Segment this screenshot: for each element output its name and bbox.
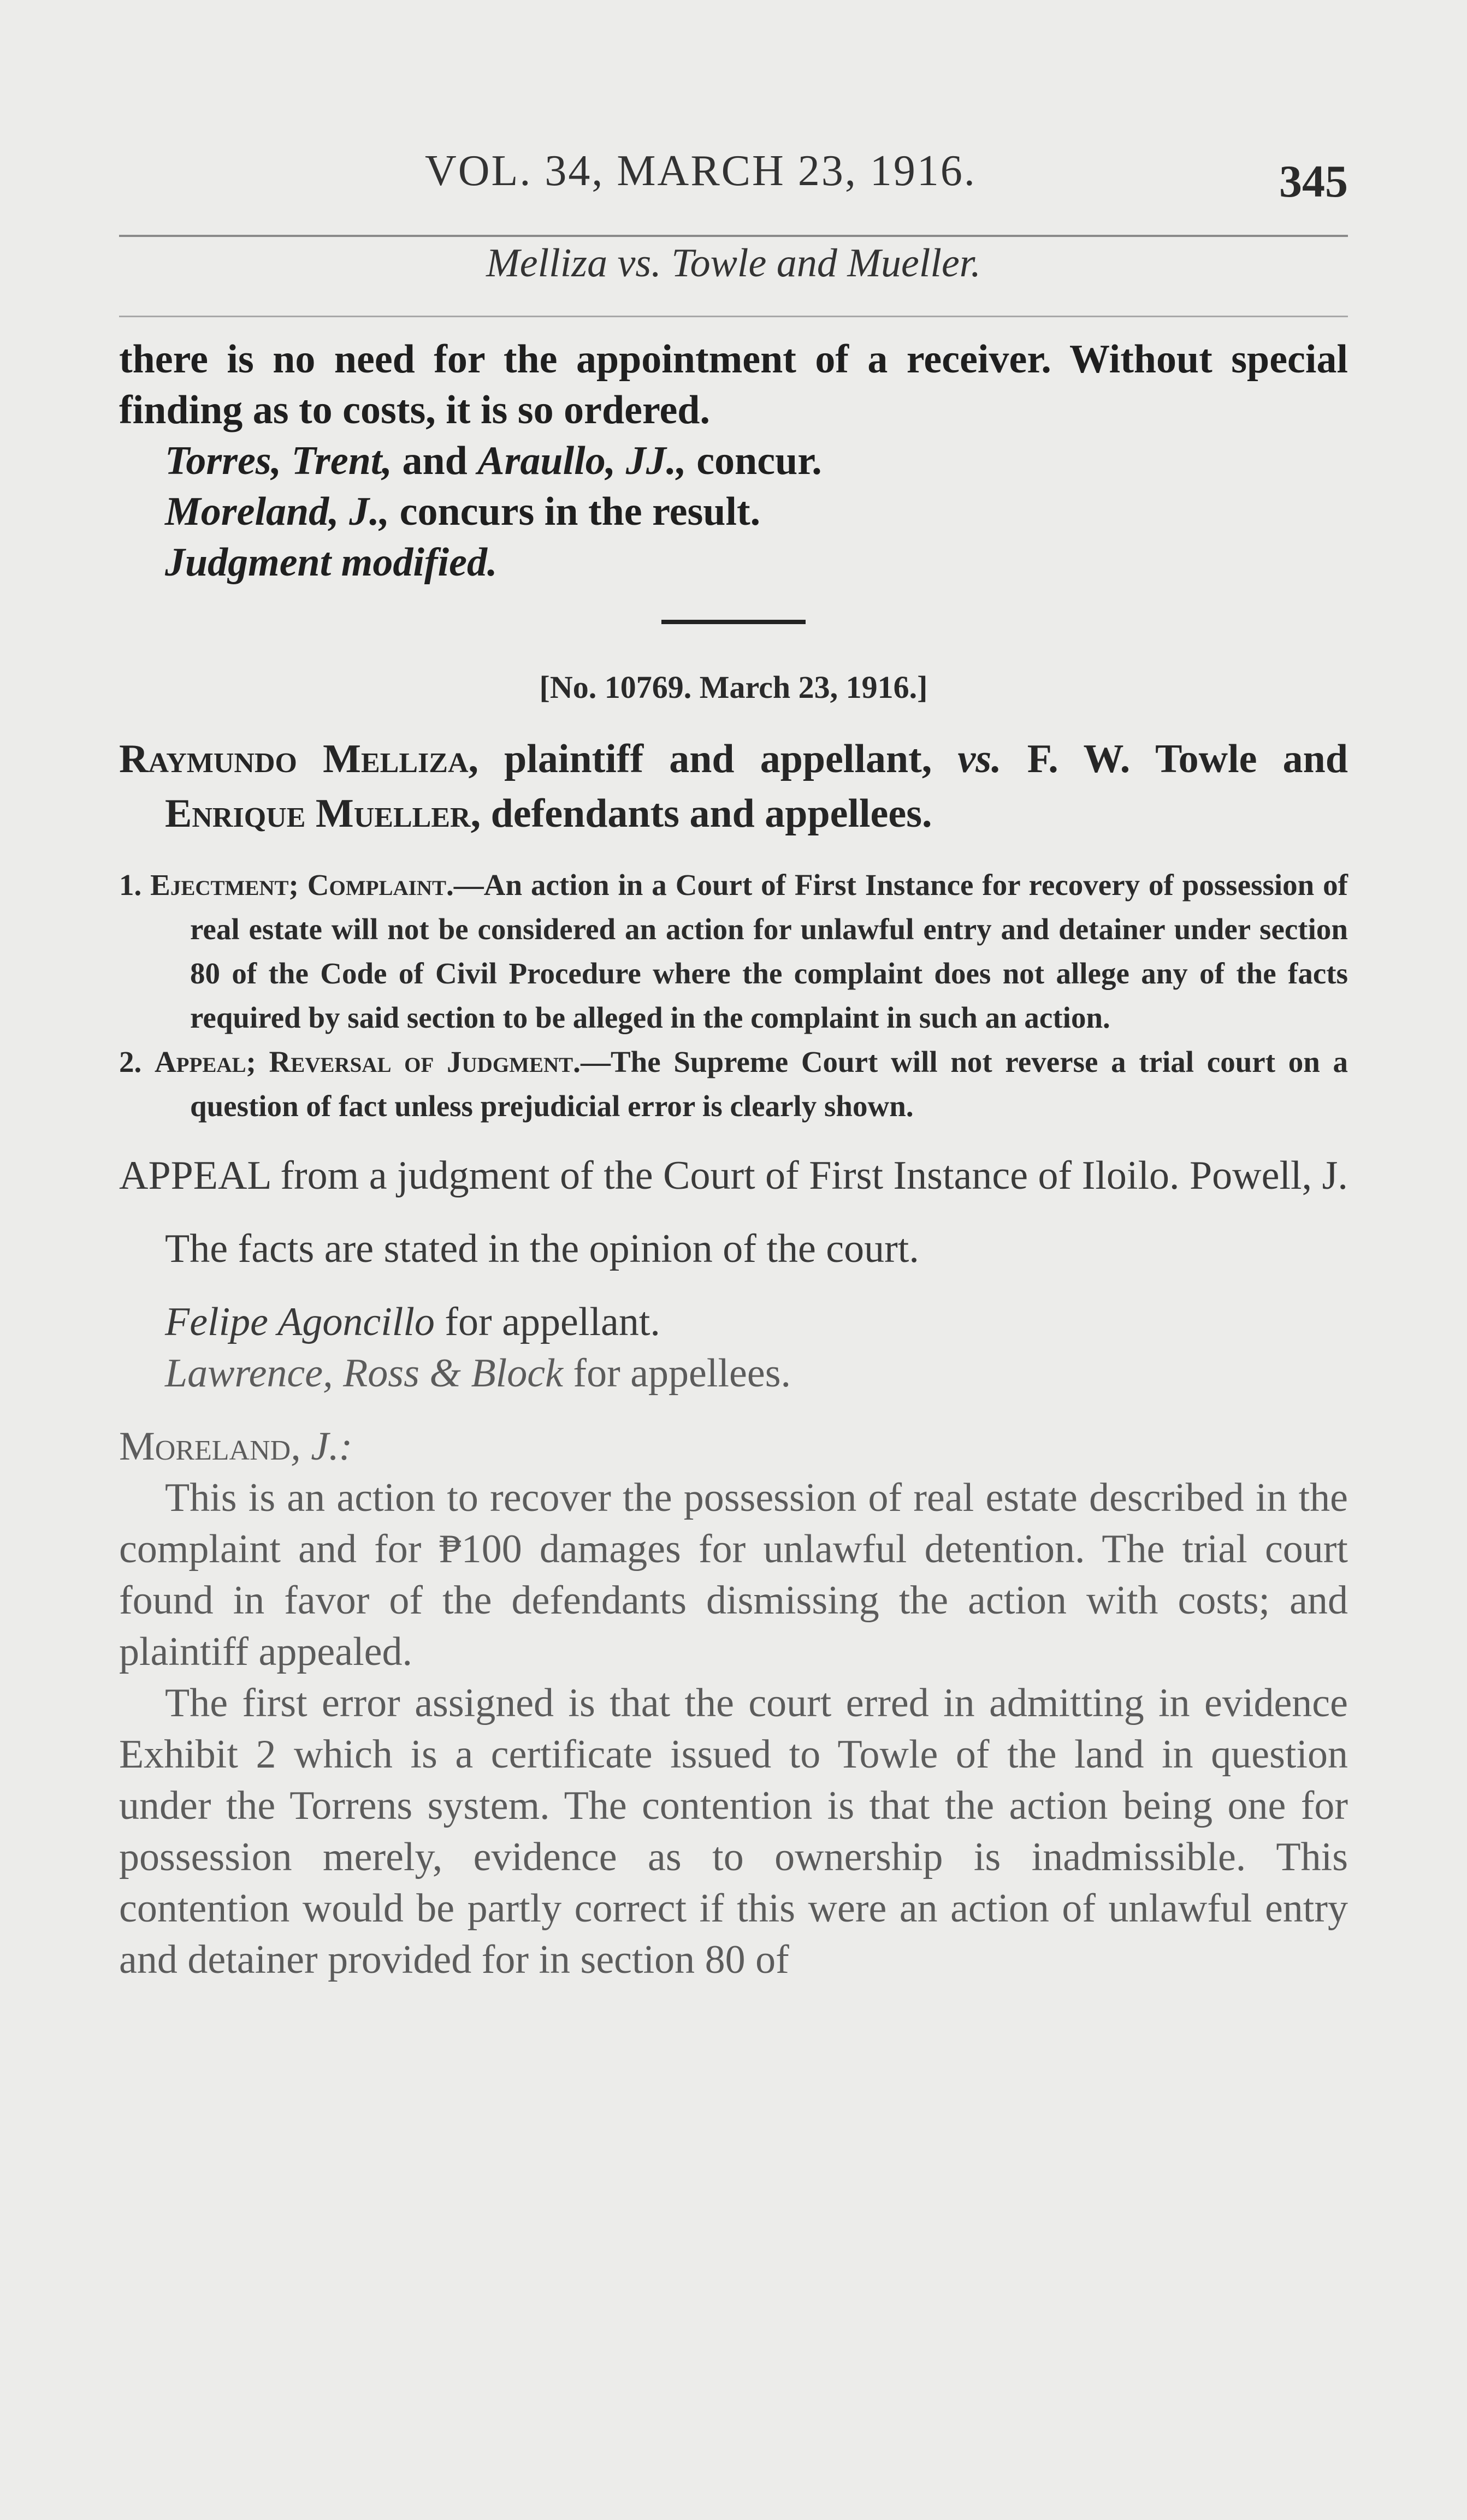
plaintiff-role: , plaintiff and appellant, [468,737,958,781]
syllabus-heading: Ejectment; Complaint. [150,868,454,902]
appellant-counsel-text: for appellant. [434,1300,660,1344]
appellant-counsel-name: Felipe Agoncillo [165,1300,435,1344]
concurring-justices: Torres, Trent, [165,438,392,483]
opinion-paragraph: This is an action to recover the possession of real estate described in the complaint and for ₱100 damages for unlawful detention. The trial court found in favor of the defendants dismissing the action with costs; and plaintiff appealed. [119,1475,1348,1674]
appellees-counsel-name: Lawrence, Ross & Block [165,1351,563,1396]
appeal-statement: APPEAL from a judgment of the Court of First Instance of Iloilo. Powell, J. [119,1153,1348,1198]
moreland-text: concurs in the result. [389,489,761,534]
author-name: Moreland [119,1424,291,1469]
concurrence-line [119,436,1348,487]
header-rule [119,235,1348,237]
defendant-initials: F. W. Towle [1001,737,1257,781]
prior-case-conclusion: there is no need for the appointment of a receiver. Without special finding as to costs, it is so ordered. [119,337,1348,432]
syllabus-text: —The Supreme Court will not reverse a trial court on a question of fact unless prejudicial error is clearly shown. [190,1045,1348,1123]
moreland-name: Moreland, J., [165,489,390,534]
counsel-appellant [119,1296,1348,1348]
defendant-name-mueller: Enrique Mueller [165,791,471,836]
concurring-justice-araullo: Araullo, JJ., [477,438,687,483]
page-body [119,334,1348,1985]
case-caption: Melliza vs. Towle and Mueller. [486,241,981,286]
syllabus-number: 2. [119,1045,155,1078]
defendant-role: , defendants and appellees. [470,791,932,836]
counsel-appellees [119,1348,1348,1399]
judgment-line [119,537,1348,588]
plaintiff-name: Raymundo Melliza [119,737,469,781]
running-title: VOL. 34, MARCH 23, 1916. [425,147,977,195]
opinion-paragraph: The first error assigned is that the court erred in admitting in evidence Exhibit 2 which is a certificate issued to Towle of the land in question under the Torrens system. The contention is that the action being one for possession merely, evidence as to ownership is inadmissible. This contention would be partly correct if this were an action of unlawful entry and detainer provided for in section 80 of [119,1681,1348,1982]
docket-number: [No. 10769. March 23, 1916.] [539,669,928,705]
syllabus-number: 1. [119,868,151,902]
syllabus-heading: Appeal; Reversal of Judgment. [154,1045,581,1078]
running-header [0,146,1467,206]
syllabus-item [119,863,1348,1040]
page-number: 345 [1279,156,1348,207]
facts-statement: The facts are stated in the opinion of the court. [165,1226,919,1271]
concur-text: concur. [686,438,822,483]
syllabus-item [119,1040,1348,1128]
versus: vs. [957,737,1002,781]
concur-and: and [392,438,478,483]
moreland-concurrence [119,487,1348,537]
syllabus-text: —An action in a Court of First Instance for recovery of possession of real estate will not be considered an action for unlawful entry and detainer under section 80 of the Code of Civil Procedure where the complaint does not allege any of the facts required by said section to be alleged in the complaint in such an action. [190,868,1348,1034]
case-separator-rule [661,620,806,624]
caption-rule [119,316,1348,317]
appellees-counsel-text: for appellees. [563,1351,791,1396]
parties-and: and [1257,737,1348,781]
opinion-author [119,1421,1348,1472]
judgment-text: Judgment modified. [165,540,498,585]
author-suffix: , J.: [291,1424,353,1469]
case-parties [119,732,1348,841]
